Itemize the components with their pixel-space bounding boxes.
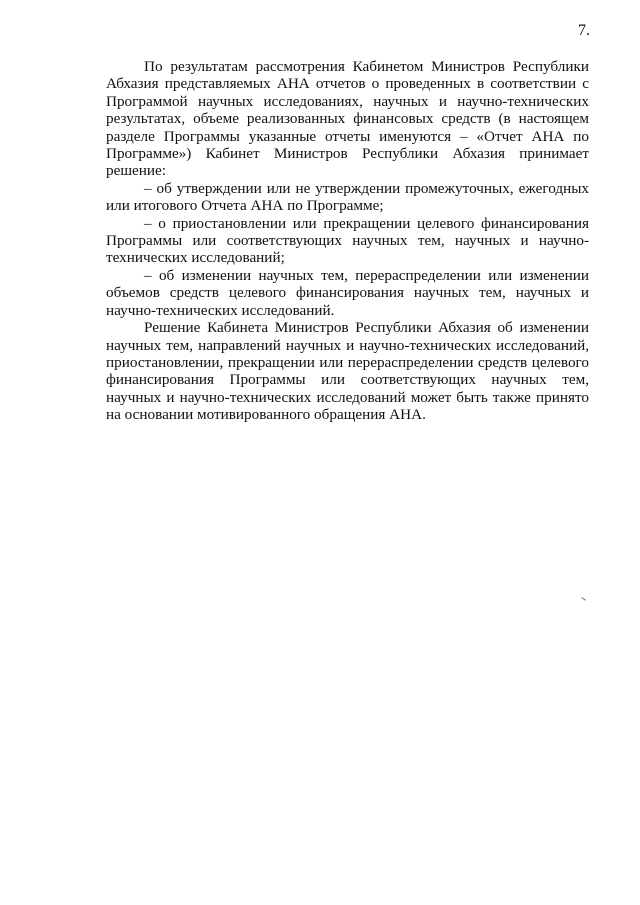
page-number: 7. — [578, 22, 590, 39]
closing-paragraph: Решение Кабинета Министров Республики Абхазия об изменении научных тем, направлений научных и научно-технических исследований, приостановлении, прекращении или перераспределении средств целевого финансирования Программы или соответствующих научных тем, научных и научно-технических исследований может быть также принято на основании мотивированного обращения АНА. — [106, 319, 589, 424]
list-item: – об утверждении или не утверждении промежуточных, ежегодных или итогового Отчета АНА по Программе; — [106, 179, 589, 215]
list-item: – об изменении научных тем, перераспределении или изменении объемов средств целевого финансирования научных тем, научных и научно-технических исследований. — [106, 266, 589, 319]
scan-mark — [579, 597, 586, 604]
intro-paragraph: По результатам рассмотрения Кабинетом Министров Республики Абхазия представляемых АНА отчетов о проведенных в соответствии с Программой научных исследованиях, научных и научно-технических результатах, объеме реализованных финансовых средств (в настоящем разделе Программы указанные отчеты именуются – «Отчет АНА по Программе») Кабинет Министров Республики Абхазия принимает решение: — [106, 58, 589, 180]
body-text — [106, 58, 589, 424]
list-item: – о приостановлении или прекращении целевого финансирования Программы или соответствующих научных тем, научных и научно-технических исследований; — [106, 214, 589, 267]
